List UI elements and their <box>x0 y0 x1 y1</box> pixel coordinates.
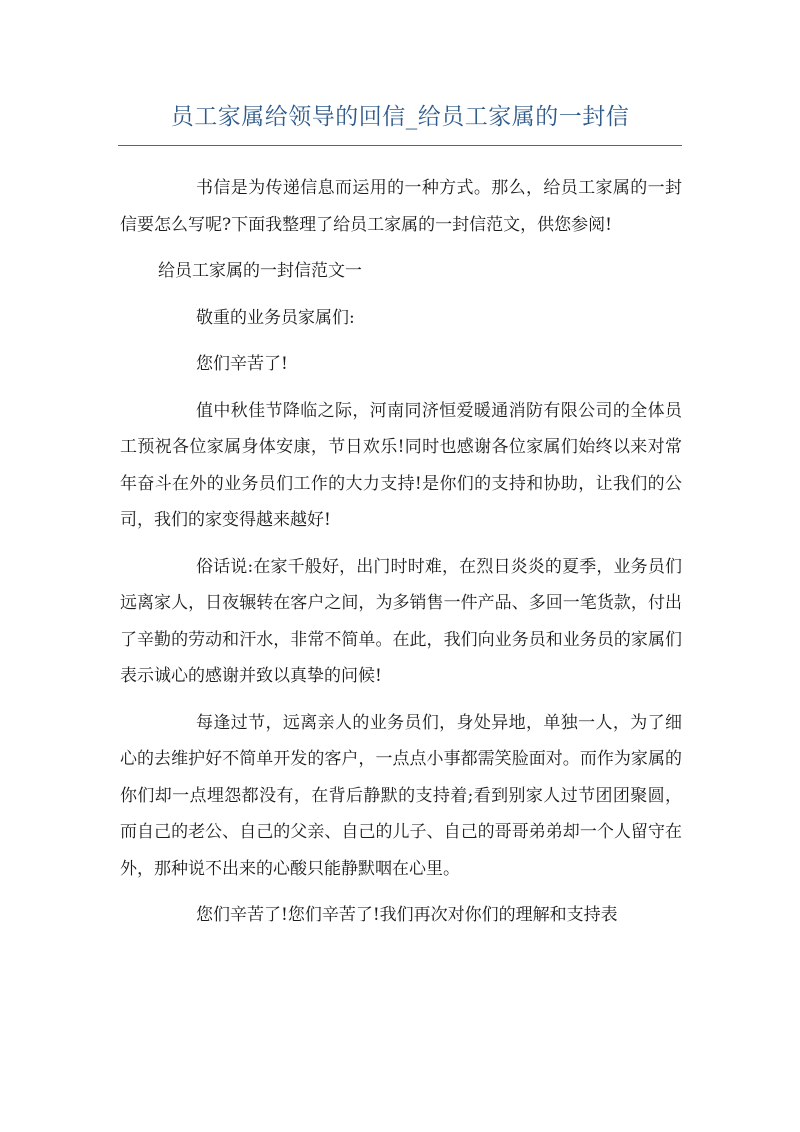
paragraph-subheading: 给员工家属的一封信范文一 <box>158 261 362 281</box>
paragraph-intro: 书信是为传递信息而运用的一种方式。那么，给员工家属的一封信要怎么写呢?下面我整理了给员工家属的一封信范文，供您参阅! <box>120 178 682 235</box>
paragraph-body-3: 每逢过节，远离亲人的业务员们，身处异地，单独一人，为了细心的去维护好不简单开发的客户，一点点小事都需笑脸面对。而作为家属的你们却一点埋怨都没有，在背后静默的支持着;看到别家人过节团团聚圆，而自己的老公、自己的父亲、自己的儿子、自己的哥哥弟弟却一个人留守在外，那种说不出来的心酸只能静默咽在心里。 <box>120 712 682 879</box>
paragraph-salutation: 敬重的业务员家属们: <box>196 307 355 328</box>
paragraph-body-2: 俗话说:在家千般好，出门时时难，在烈日炎炎的夏季，业务员们远离家人，日夜辗转在客户之间，为多销售一件产品、多回一笔货款，付出了辛勤的劳动和汗水，非常不简单。在此，我们向业务员和业务员的家属们表示诚心的感谢并致以真挚的问候! <box>120 556 682 686</box>
paragraph-body-4: 您们辛苦了!您们辛苦了!我们再次对你们的理解和支持表 <box>196 905 618 925</box>
document-title: 员工家属给领导的回信_给员工家属的一封信 <box>170 104 630 130</box>
paragraph-body-1: 值中秋佳节降临之际，河南同济恒爱暖通消防有限公司的全体员工预祝各位家属身体安康，节日欢乐!同时也感谢各位家属们始终以来对常年奋斗在外的业务员们工作的大力支持!是你们的支持和协助，让我们的公司，我们的家变得越来越好! <box>120 400 682 530</box>
paragraph-greeting: 您们辛苦了! <box>196 354 288 374</box>
document-body <box>120 170 682 944</box>
title-underline <box>118 145 682 146</box>
